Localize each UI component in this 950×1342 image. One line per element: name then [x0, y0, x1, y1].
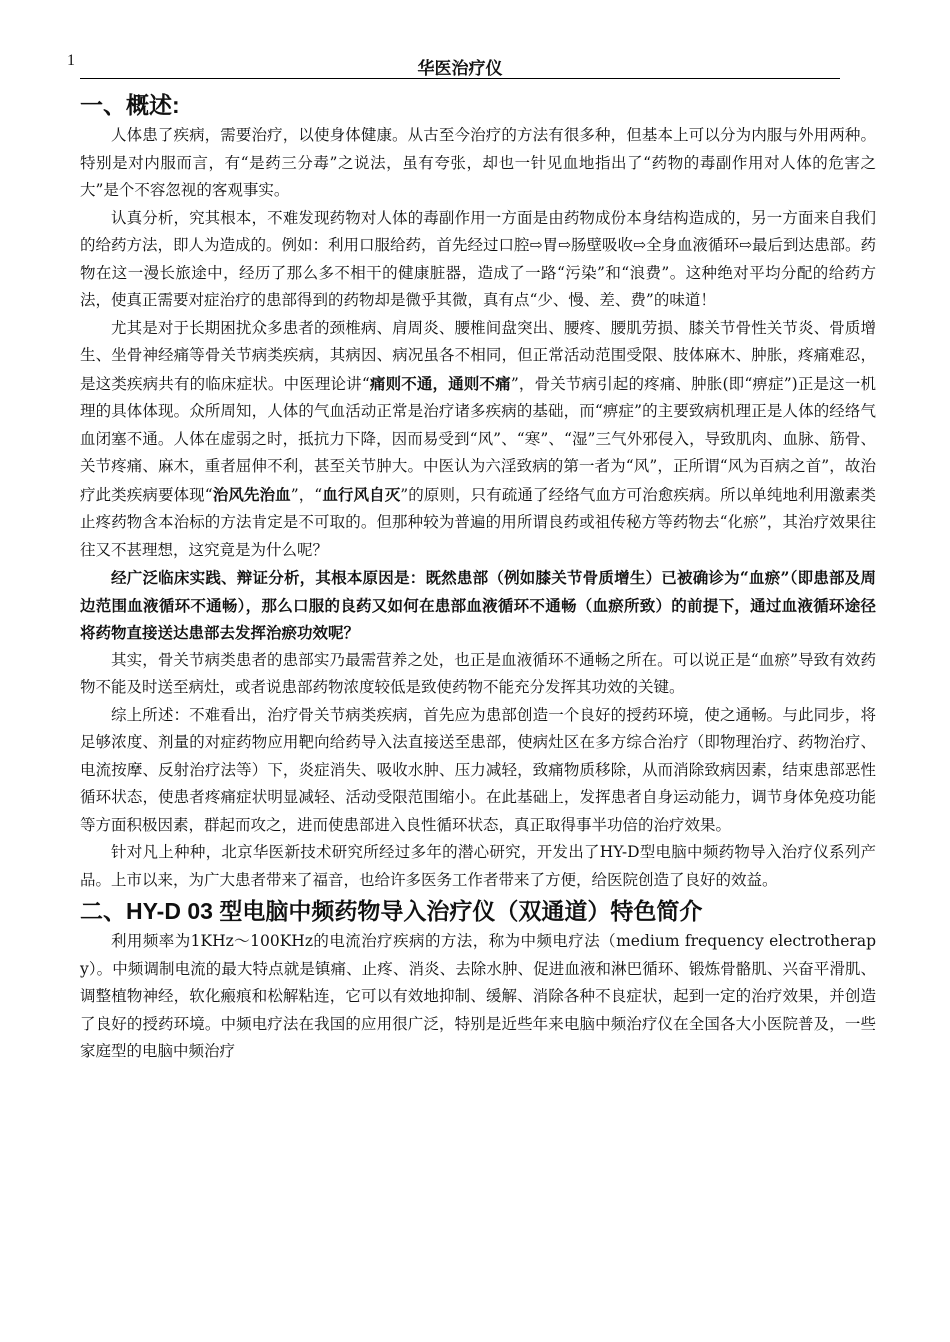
- paragraph: 其实，骨关节病类患者的患部实乃最需营养之处，也正是血液循环不通畅之所在。可以说正是“血瘀”导致有效药物不能及时送至病灶，或者说患部药物浓度较低是致使药物不能充分发挥其功效的关键。: [80, 650, 876, 696]
- paragraph: 人体患了疾病，需要治疗，以使身体健康。从古至今治疗的方法有很多种，但基本上可以分为内服与外用两种。特别是对内服而言，有“是药三分毒”之说法，虽有夸张，却也一针见血地指出了“药物的毒副作用对人体的危害之大”是个不容忽视的客观事实。: [80, 126, 876, 199]
- bold-phrase: 血行风自灭: [322, 484, 401, 504]
- section-1-heading: 一、概述:: [80, 92, 180, 118]
- paragraph: 综上所述：不难看出，治疗骨关节病类疾病，首先应为患部创造一个良好的授药环境，使之通畅。与此同步，将足够浓度、剂量的对症药物应用靶向给药导入法直接送至患部，使病灶区在多方综合治疗（即物理治疗、药物治疗、电流按摩、反射治疗法等）下，炎症消失、吸收水肿、压力减轻，致痛物质移除，从而消除致病因素，结束患部恶性循环状态，使患者疼痛症状明显减轻、活动受限范围缩小。在此基础上，发挥患者自身运动能力，调节身体免疫功能等方面积极因素，群起而攻之，进而使患部进入良性循环状态，真正取得事半功倍的治疗效果。: [80, 705, 876, 834]
- paragraph: 利用频率为1KHz～100KHz的电流治疗疾病的方法，称为中频电疗法（medium frequency electrotherapy）。中频调制电流的最大特点就是镇痛、止疼、消炎、去除水肿、促进血液和淋巴循环、锻炼骨骼肌、兴奋平滑肌、调整植物神经，软化瘢痕和松解粘连，它可以有效地抑制、缓解、消除各种不良症状，起到一定的治疗效果，并创造了良好的授药环境。中频电疗法在我国的应用很广泛，特别是近些年来电脑中频治疗仪在全国各大小医院普及，一些家庭型的电脑中频治疗: [80, 932, 876, 1060]
- page-header: [67, 52, 840, 79]
- text-run: ”，“: [290, 485, 323, 504]
- paragraph: 针对凡上种种，北京华医新技术研究所经过多年的潜心研究，开发出了HY-D型电脑中频药物导入治疗仪系列产品。上市以来，为广大患者带来了福音，也给许多医务工作者带来了方便，给医院创造了良好的效益。: [80, 843, 876, 889]
- text-run: ”的原则，只有疏通了经络气血方可治愈疾病。所以单纯地利用激素类止疼药物含本治标的方法肯定是不可取的。但那种较为普遍的用所谓良药或祖传秘方等药物去“化瘀”，其治疗效果往往又不甚理想，这究竟是为什么呢？: [80, 485, 876, 559]
- section-2-heading: 二、HY-D 03 型电脑中频药物导入治疗仪（双通道）特色简介: [80, 898, 703, 924]
- document-body: [80, 88, 876, 1066]
- paragraph: [80, 315, 876, 565]
- page-number: 1: [67, 52, 75, 69]
- paragraph: 认真分析，究其根本，不难发现药物对人体的毒副作用一方面是由药物成份本身结构造成的，另一方面来自我们的给药方法，即人为造成的。例如：利用口服给药，首先经过口腔⇨胃⇨肠壁吸收⇨全身血液循环⇨最后到达患部。药物在这一漫长旅途中，经历了那么多不相干的健康脏器，造成了一路“污染”和“浪费”。这种绝对平均分配的给药方法，使真正需要对症治疗的患部得到的药物却是微乎其微，真有点“少、慢、差、费”的味道！: [80, 208, 876, 309]
- bold-paragraph: 经广泛临床实践、辩证分析，其根本原因是：既然患部（例如膝关节骨质增生）已被确诊为“血瘀”（即患部及周边范围血液循环不通畅），那么口服的良药又如何在患部血液循环不通畅（血瘀所致）的前提下，通过血液循环途径将药物直接送达患部去发挥治瘀功效呢？: [80, 568, 876, 642]
- header-title: 华医治疗仪: [417, 59, 503, 78]
- bold-phrase: 痛则不通，通则不痛: [369, 373, 511, 393]
- bold-phrase: 治风先治血: [212, 484, 291, 504]
- text-run: 尤其是对于长期困扰众多患者的颈椎病、肩周炎、腰椎间盘突出、腰疼、腰肌劳损、膝关节骨性关节炎、骨质增生、坐骨神经痛等骨关节病类疾病，其病因、病况虽各不相同，但正常活动范围受限、肢体麻木、肿胀，疼痛难忍，是这类疾病共有的临床症状。中医理论讲“: [80, 318, 876, 393]
- text-run: ”，骨关节病引起的疼痛、肿胀(即“痹症”)正是这一机理的具体体现。众所周知，人体的气血活动正常是治疗诸多疾病的基础，而“痹症”的主要致病机理正是人体的经络气血闭塞不通。人体在虚弱之时，抵抗力下降，因而易受到“风”、“寒”、“湿”三气外邪侵入，导致肌肉、血脉、筋骨、关节疼痛、麻木，重者屈伸不利，甚至关节肿大。中医认为六淫致病的第一者为“风”，正所谓“风为百病之首”，故治疗此类疾病要体现“: [80, 374, 876, 504]
